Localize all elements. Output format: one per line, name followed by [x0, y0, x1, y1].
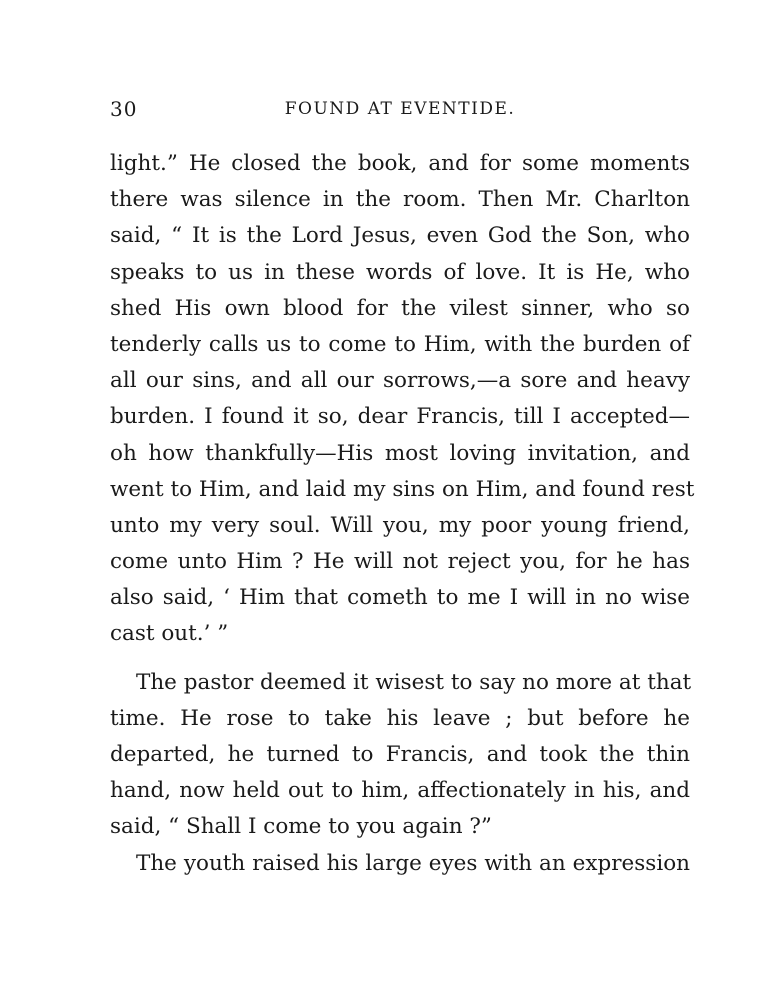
- text-line: time. He rose to take his leave ; but before he: [110, 705, 690, 731]
- text-line: speaks to us in these words of love. It is He, who: [110, 259, 690, 285]
- text-line: went to Him, and laid my sins on Him, and found rest: [110, 476, 695, 502]
- paragraph: [110, 665, 690, 846]
- text-line: unto my very soul. Will you, my poor young friend,: [110, 512, 690, 538]
- text-line: said, “ Shall I come to you again ?”: [110, 814, 492, 840]
- text-line: oh how thankfully—His most loving invitation, and: [110, 440, 690, 466]
- text-line: also said, ‘ Him that cometh to me I will in no wise: [110, 585, 690, 611]
- body-text: [110, 146, 695, 882]
- paragraph-gap: [110, 653, 690, 665]
- text-line: cast out.’ ”: [110, 621, 229, 647]
- page-header: [110, 97, 690, 127]
- text-line: said, “ It is the Lord Jesus, even God the Son, who: [110, 223, 690, 249]
- running-title: FOUND AT EVENTIDE.: [284, 99, 516, 119]
- text-line: burden. I found it so, dear Francis, till I accepted—: [110, 404, 690, 430]
- text-line: tenderly calls us to come to Him, with the burden of: [110, 331, 690, 357]
- text-line: shed His own blood for the vilest sinner, who so: [110, 295, 690, 321]
- paragraph: [110, 146, 695, 653]
- text-line: departed, he turned to Francis, and took the thin: [110, 742, 690, 767]
- text-line: all our sins, and all our sorrows,—a sore and heavy: [110, 368, 690, 394]
- text-line: hand, now held out to him, affectionately in his, and: [110, 778, 690, 804]
- text-line: there was silence in the room. Then Mr. Charlton: [110, 187, 690, 213]
- page-number: 30: [110, 97, 138, 121]
- text-line: come unto Him ? He will not reject you, for he has: [110, 549, 690, 575]
- text-line: light.” He closed the book, and for some moments: [110, 151, 690, 176]
- paragraph: [110, 846, 690, 882]
- text-line: The youth raised his large eyes with an expression: [136, 850, 690, 876]
- text-line: The pastor deemed it wisest to say no more at that: [136, 669, 692, 695]
